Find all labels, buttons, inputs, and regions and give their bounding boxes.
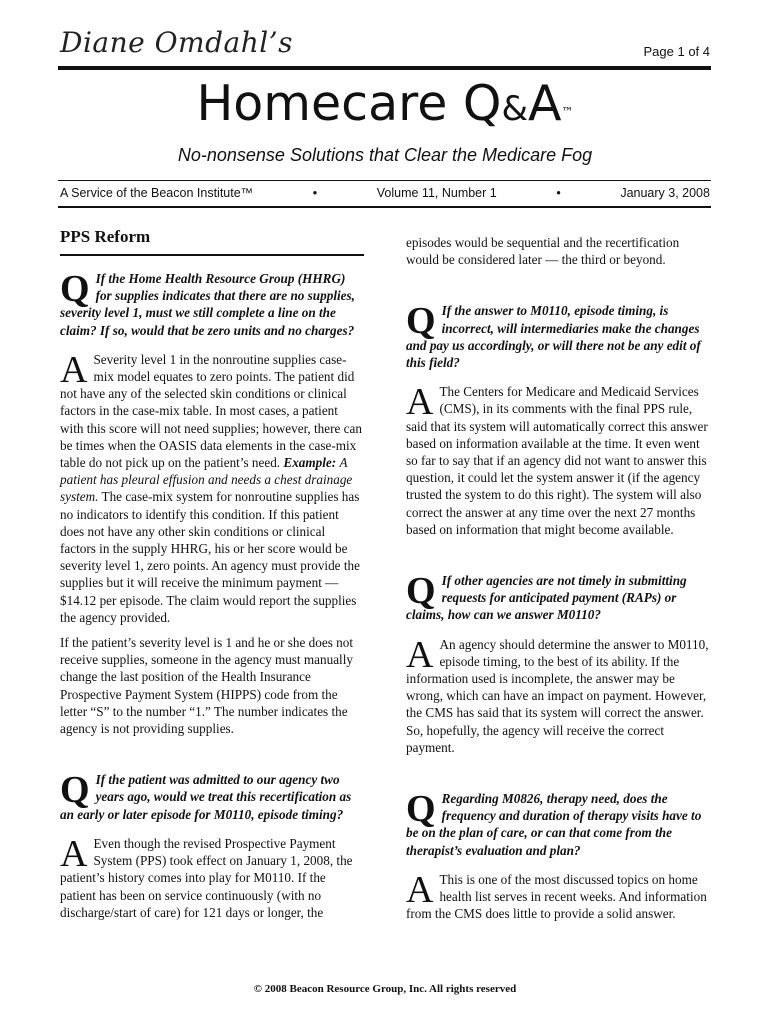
section-heading: PPS Reform bbox=[60, 226, 364, 256]
a-drop-cap: A bbox=[60, 348, 88, 391]
header-rule bbox=[58, 66, 711, 70]
copyright-footer: © 2008 Beacon Resource Group, Inc. All rights reserved bbox=[253, 983, 517, 995]
masthead-title-a: A bbox=[528, 75, 562, 132]
q-drop-cap: Q bbox=[60, 769, 90, 812]
answer-text: Even though the revised Prospective Payment System (PPS) took effect on January 1, 2008, the patient’s history comes into play for M0110. If the patient has been on service continuously (with no discharge/start of care) for 121 days or longer, the bbox=[60, 835, 353, 920]
answer-block bbox=[406, 868, 712, 923]
infobar-top-rule bbox=[58, 180, 711, 181]
masthead-title-q: Homecare Q bbox=[196, 75, 502, 132]
infobar-bottom-rule bbox=[58, 206, 711, 208]
answer-text-cont: The case-mix system for nonroutine supplies has no indicators to identify this condition. If this patient does not have any other skin conditions or clinical factors in the supply HHRG, his or her score would be severity level 1, zero points. An agency must provide the supplies but it will receive the minimum payment — $14.12 per episode. The claim would report the supplies the agency provided. bbox=[60, 489, 360, 625]
question-text: If the answer to M0110, episode timing, is incorrect, will intermediaries make the changes and pay us accordingly, or will there not be any edit of this field? bbox=[406, 303, 701, 371]
answer-block bbox=[406, 383, 712, 538]
answer-block bbox=[60, 832, 364, 921]
trademark-mark: ™ bbox=[561, 105, 574, 119]
question-text: If other agencies are not timely in submitting requests for anticipated payment (RAPs) or claims, how can we answer M0110? bbox=[406, 573, 687, 623]
bullet-separator: • bbox=[312, 186, 318, 200]
info-bar bbox=[60, 186, 710, 200]
q-drop-cap: Q bbox=[406, 570, 436, 613]
page-number: Page 1 of 4 bbox=[643, 44, 710, 59]
answer-text: An agency should determine the answer to M0110, episode timing, to the best of its ability. If the information used is incomplete, the answer may be wrong, which can have an impact on payment. However, the CMS has said that its system will correct the answer. So, hopefully, the agency will receive the correct payment. bbox=[406, 636, 709, 755]
a-drop-cap: A bbox=[406, 381, 434, 424]
answer-text: The Centers for Medicare and Medicaid Services (CMS), in its comments with the final PPS rule, said that its system will automatically correct this answer based on information available at the time. It even went so far to say that if an agency did not want to answer this question, it could let the system answer it (if the agency trusted the system to do this right). The system will also correct the answer at any time over the next 27 months based on information that might become available. bbox=[406, 384, 708, 537]
question-block bbox=[406, 572, 712, 624]
question-block bbox=[60, 270, 364, 339]
answer-text: This is one of the most discussed topics on home health list serves in recent weeks. And information from the CMS does little to provide a solid answer. bbox=[406, 871, 707, 922]
a-drop-cap: A bbox=[406, 633, 434, 676]
example-text: A patient has pleural effusion and needs a chest drainage system. bbox=[60, 455, 353, 505]
service-line: A Service of the Beacon Institute™ bbox=[60, 186, 254, 200]
tagline: No-nonsense Solutions that Clear the Medicare Fog bbox=[177, 145, 593, 165]
example-label: Example: bbox=[283, 455, 337, 471]
answer-block bbox=[406, 633, 712, 756]
q-drop-cap: Q bbox=[406, 788, 436, 831]
a-drop-cap: A bbox=[406, 868, 434, 911]
right-column bbox=[406, 234, 712, 935]
answer-paragraph: If the patient’s severity level is 1 and he or she does not receive supplies, someone in the agency must manually change the last position of the Health Insurance Prospective Payment System (HIPPS) code from the letter “S” to the number “1.” The number indicates the agency is not providing supplies. bbox=[60, 635, 353, 737]
issue-date: January 3, 2008 bbox=[620, 186, 710, 200]
question-block bbox=[60, 771, 364, 823]
answer-text: Severity level 1 in the nonroutine supplies case-mix model equates to zero points. The patient did not have any of the selected skin conditions or clinical factors in the case-mix table. In most cases, a patient with this score will not need supplies; however, there can be times when the OASIS data elements in the case-mix table do not pick up on the patient’s need. bbox=[60, 351, 362, 471]
a-drop-cap: A bbox=[60, 832, 88, 875]
brand-name: Diane Omdahl’s bbox=[60, 26, 293, 59]
question-text: If the patient was admitted to our agency two years ago, would we treat this recertification as an early or later episode for M0110, episode timing? bbox=[60, 772, 352, 822]
question-text: If the Home Health Resource Group (HHRG) for supplies indicates that there are no supplies, severity level 1, must we still complete a line on the claim? If so, would that be zero units and no charges? bbox=[60, 271, 355, 338]
question-block bbox=[406, 302, 712, 371]
continued-text: episodes would be sequential and the recertification would be considered later — the third or beyond. bbox=[406, 235, 680, 268]
question-block bbox=[406, 790, 712, 859]
left-column bbox=[60, 226, 364, 933]
q-drop-cap: Q bbox=[60, 268, 90, 310]
masthead-ampersand: & bbox=[501, 89, 528, 129]
question-text: Regarding M0826, therapy need, does the frequency and duration of therapy visits have to be on the plan of care, or can that come from the therapist’s evaluation and plan? bbox=[406, 791, 702, 858]
bullet-separator: • bbox=[556, 186, 561, 200]
volume-number: Volume 11, Number 1 bbox=[376, 186, 497, 200]
masthead-title bbox=[0, 72, 770, 141]
answer-block bbox=[60, 348, 364, 737]
q-drop-cap: Q bbox=[406, 300, 436, 343]
